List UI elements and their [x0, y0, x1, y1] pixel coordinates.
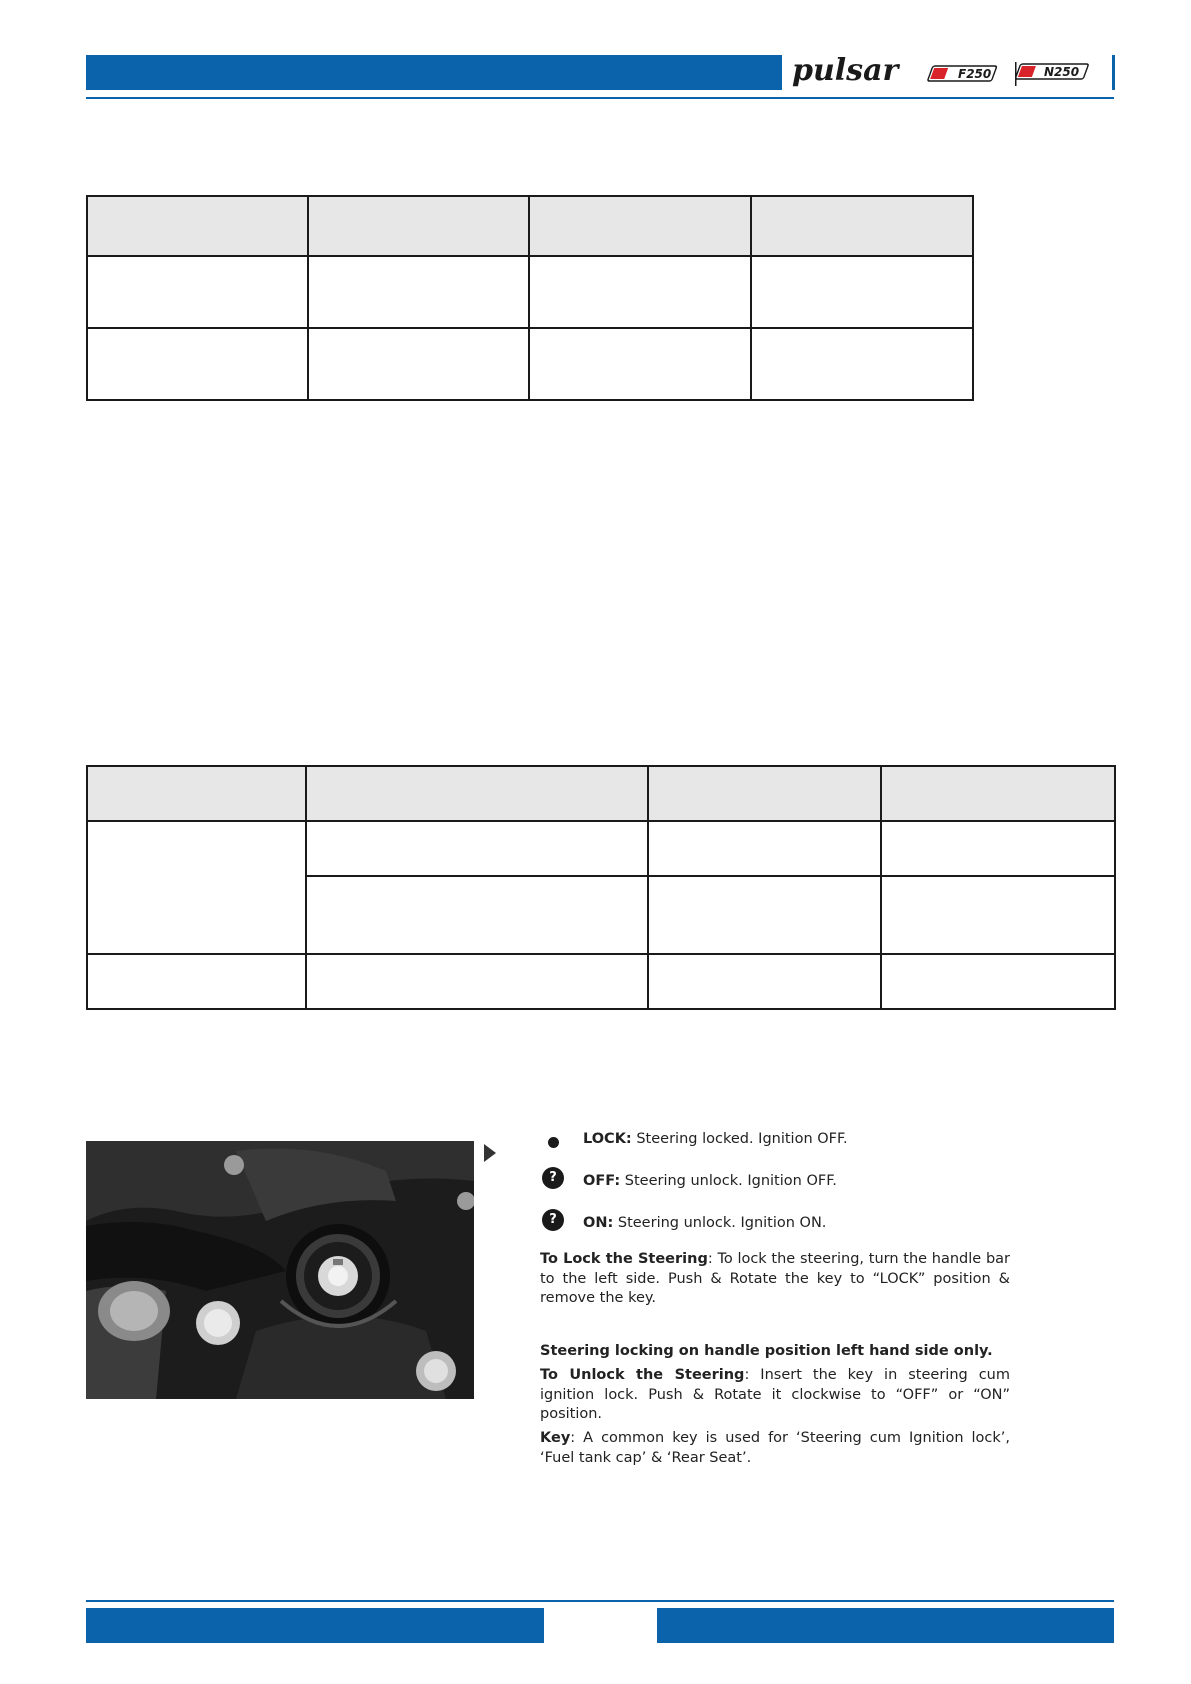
position-off-label: OFF: [583, 1173, 621, 1189]
logo-model-2: N250 [1044, 65, 1080, 79]
lock-dot-icon [548, 1137, 559, 1148]
table-cell [881, 821, 1115, 876]
table-2-header-row [87, 766, 1115, 821]
key-label: Key [540, 1430, 571, 1446]
footer-bar-left [86, 1608, 544, 1643]
logo-model-1: F250 [958, 67, 992, 81]
steering-lock-note: Steering locking on handle position left hand side only. [540, 1343, 993, 1359]
key-text: : A common key is used for ‘Steering cum Ignition lock’, ‘Fuel tank cap’ & ‘Rear Seat’. [540, 1430, 1010, 1466]
header-rule [86, 97, 1114, 99]
table-2-header-cell [306, 766, 648, 821]
unlock-steering-text: : Insert the key in steering cum ignition lock. Push & Rotate it clockwise to “OFF” or “ON” position. [540, 1367, 1010, 1422]
table-2-header-cell [648, 766, 881, 821]
lock-steering-text: : To lock the steering, turn the handle bar to the left side. Push & Rotate the key to “LOCK” position & remove the key. [540, 1251, 1010, 1306]
position-on [583, 1215, 826, 1231]
position-on-label: ON: [583, 1215, 614, 1231]
header-end-bar [1112, 55, 1115, 90]
table-cell [306, 821, 648, 876]
position-lock-label: LOCK: [583, 1131, 632, 1147]
pulsar-logo [790, 52, 1108, 94]
logo-wordmark: pulsar [792, 53, 899, 88]
table-cell [308, 328, 529, 400]
header-bar [86, 55, 782, 90]
table-cell [648, 954, 881, 1009]
table-cell [87, 256, 308, 328]
position-on-text: Steering unlock. Ignition ON. [617, 1215, 827, 1231]
position-off-text: Steering unlock. Ignition OFF. [624, 1173, 837, 1189]
position-lock [583, 1131, 848, 1147]
table-cell [306, 954, 648, 1009]
table-cell [529, 328, 751, 400]
table-cell [306, 876, 648, 954]
table-2 [86, 765, 1116, 1010]
table-cell [87, 328, 308, 400]
table-cell [87, 821, 306, 954]
table-row [87, 954, 1115, 1009]
footer-rule [86, 1600, 1114, 1602]
position-off [583, 1173, 837, 1189]
table-cell [648, 876, 881, 954]
table-row [87, 821, 1115, 876]
table-1-header-cell [529, 196, 751, 256]
table-1 [86, 195, 974, 401]
lock-steering-paragraph [540, 1250, 1010, 1309]
table-cell [87, 954, 306, 1009]
table-1-header-cell [87, 196, 308, 256]
table-row [87, 256, 973, 328]
table-cell [751, 328, 973, 400]
table-1-header-row [87, 196, 973, 256]
table-row [87, 328, 973, 400]
key-off-icon: ? [542, 1167, 564, 1189]
table-cell [308, 256, 529, 328]
pointer-arrow-icon [484, 1144, 496, 1162]
table-cell [881, 876, 1115, 954]
table-cell [529, 256, 751, 328]
table-cell [751, 256, 973, 328]
table-1-header-cell [308, 196, 529, 256]
table-2-header-cell [87, 766, 306, 821]
table-cell [648, 821, 881, 876]
footer-bar-right [657, 1608, 1114, 1643]
key-on-icon: ? [542, 1209, 564, 1231]
position-lock-text: Steering locked. Ignition OFF. [636, 1131, 848, 1147]
table-2-header-cell [881, 766, 1115, 821]
table-1-header-cell [751, 196, 973, 256]
key-paragraph [540, 1429, 1010, 1468]
lock-steering-label: To Lock the Steering [540, 1251, 708, 1267]
table-cell [881, 954, 1115, 1009]
unlock-steering-paragraph [540, 1366, 1010, 1425]
ignition-lock-photo [86, 1141, 474, 1399]
unlock-steering-label: To Unlock the Steering [540, 1367, 745, 1383]
